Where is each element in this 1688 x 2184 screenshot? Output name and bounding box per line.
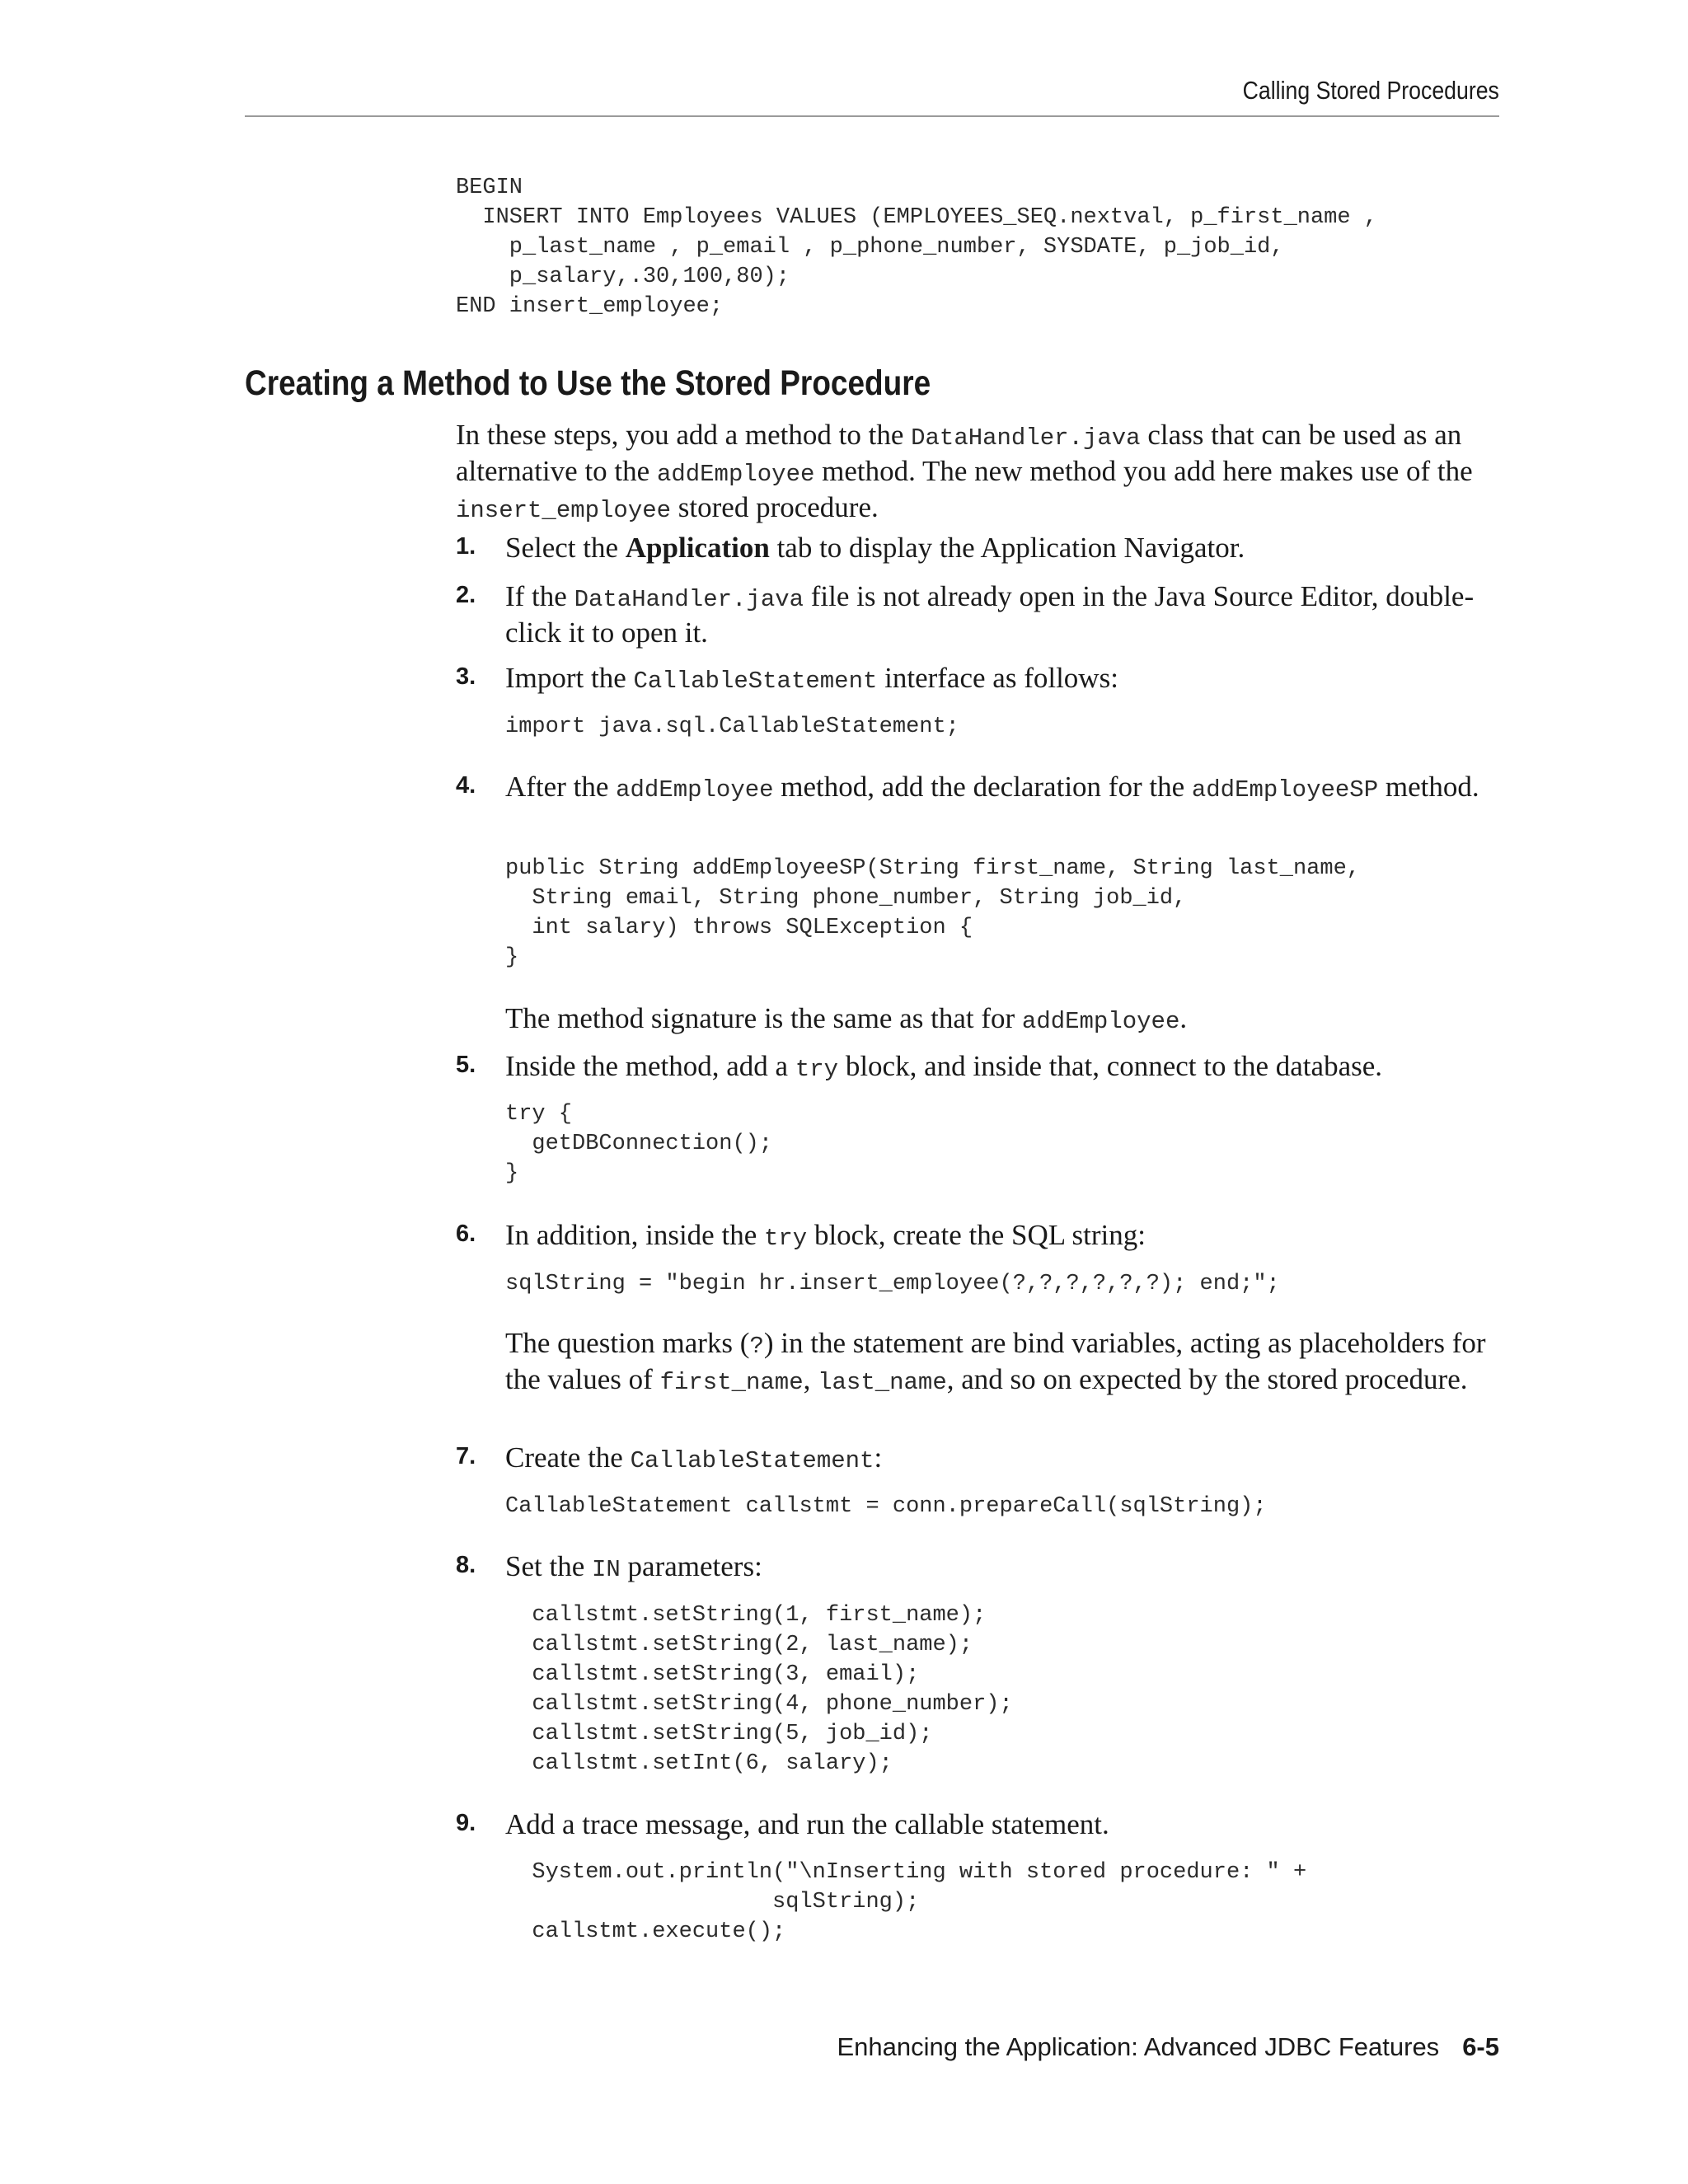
step-number: 7. [456,1443,476,1469]
note-text: , and so on expected by the stored procedure. [946,1363,1468,1395]
step-number: 4. [456,772,476,799]
code-addemployeesp: addEmployeeSP [1191,776,1379,804]
code-try: try [763,1225,808,1252]
page-number: 6-5 [1462,2032,1499,2061]
ui-label-application: Application [625,532,770,564]
code-callablestatement: CallableStatement [630,1447,874,1474]
step-text [505,1441,1503,1478]
step-text [505,532,1503,565]
code-question-mark: ? [749,1333,764,1360]
step-text [505,771,1503,807]
step-number: 5. [456,1052,476,1078]
code-addemployee: addEmployee [656,461,815,488]
step-text [505,1050,1503,1086]
code-addemployee: addEmployee [616,776,774,804]
intro-text: method. The new method you add here makes use of the [814,455,1473,487]
code-block-set-parameters: callstmt.setString(1, first_name); callstmt.setString(2, last_name); callstmt.setString(3, email); callstmt.setString(4, phone_number); callstmt.setString(5, job_id); callstmt.setInt(6, salary); [532,1603,1013,1776]
code-insert-employee: insert_employee [456,497,672,524]
step-text-part: Inside the method, add a [505,1050,795,1082]
code-callablestatement: CallableStatement [633,668,878,695]
code-last-name: last_name [818,1369,947,1396]
step-text-part: method, add the declaration for the [773,771,1192,803]
step-text-part: block, and inside that, connect to the database. [838,1050,1383,1082]
code-block-try: try { getDBConnection(); } [505,1102,773,1186]
code-first-name: first_name [659,1369,804,1396]
step-text-part: If the [505,580,574,612]
note-text: . [1179,1002,1188,1034]
code-addemployee: addEmployee [1021,1008,1180,1035]
running-head: Calling Stored Procedures [1242,76,1499,105]
footer-title: Enhancing the Application: Advanced JDBC Features [837,2032,1440,2061]
code-block-sqlstring: sqlString = "begin hr.insert_employee(?,?,?,?,?,?); end;"; [505,1272,1280,1296]
step-text-part: Import the [505,662,634,694]
code-datahandler: DataHandler.java [911,424,1141,452]
step-text-part: tab to display the Application Navigator. [769,532,1245,564]
note-text: The question marks ( [505,1327,750,1359]
step-text-part: Set the [505,1550,592,1582]
step-text [505,580,1503,649]
note-text: ) in the statement are bind variables, acting as placeholders for the values of [505,1327,1486,1395]
note-text: , [803,1363,818,1395]
step-text-part: method. [1378,771,1479,803]
step-text [505,662,1503,698]
code-in: IN [591,1556,621,1583]
step-text [505,1550,1503,1586]
note-text: The method signature is the same as that for [505,1002,1022,1034]
step-number: 6. [456,1221,476,1247]
step-text-part: After the [505,771,617,803]
step-text [505,1808,1503,1841]
page-footer [837,2032,1500,2062]
step-4-note [505,1002,1503,1038]
section-heading: Creating a Method to Use the Stored Procedure [245,363,931,403]
step-text-part: Add a trace message, and run the callable statement. [505,1808,1109,1840]
code-block-declaration: public String addEmployeeSP(String first_name, String last_name, String email, String phone_number, String job_id, int salary) throws SQLException { } [505,856,1360,970]
step-text-part: In addition, inside the [505,1219,764,1251]
intro-text: class that can be used as an alternative to the [456,419,1462,487]
step-text-part: file is not already open in the Java Source Editor, double-click it to open it. [505,580,1475,649]
step-text [505,1219,1503,1255]
code-block-execute: System.out.println("\nInserting with stored procedure: " + sqlString); callstmt.execute(); [532,1860,1307,1944]
step-number: 1. [456,533,476,560]
step-text-part: block, create the SQL string: [807,1219,1146,1251]
step-number: 9. [456,1810,476,1836]
step-text-part: parameters: [620,1550,762,1582]
step-text-part: : [874,1441,883,1474]
step-number: 2. [456,582,476,608]
code-block-import: import java.sql.CallableStatement; [505,715,959,739]
intro-text: stored procedure. [671,491,879,523]
intro-paragraph [456,419,1503,527]
code-datahandler: DataHandler.java [574,586,804,613]
step-text-part: interface as follows: [877,662,1118,694]
step-number: 3. [456,663,476,690]
code-try: try [795,1056,839,1083]
page-header [245,73,1499,117]
step-text-part: Create the [505,1441,631,1474]
step-text-part: Select the [505,532,626,564]
intro-text: In these steps, you add a method to the [456,419,912,451]
code-block-preparecall: CallableStatement callstmt = conn.prepareCall(sqlString); [505,1494,1267,1519]
step-number: 8. [456,1552,476,1578]
step-6-note [505,1327,1503,1399]
code-block-insert-employee: BEGIN INSERT INTO Employees VALUES (EMPLOYEES_SEQ.nextval, p_first_name , p_last_name , p_email , p_phone_number, SYSDATE, p_job_id, p_salary,.30,100,80); END insert_employee; [456,176,1377,319]
